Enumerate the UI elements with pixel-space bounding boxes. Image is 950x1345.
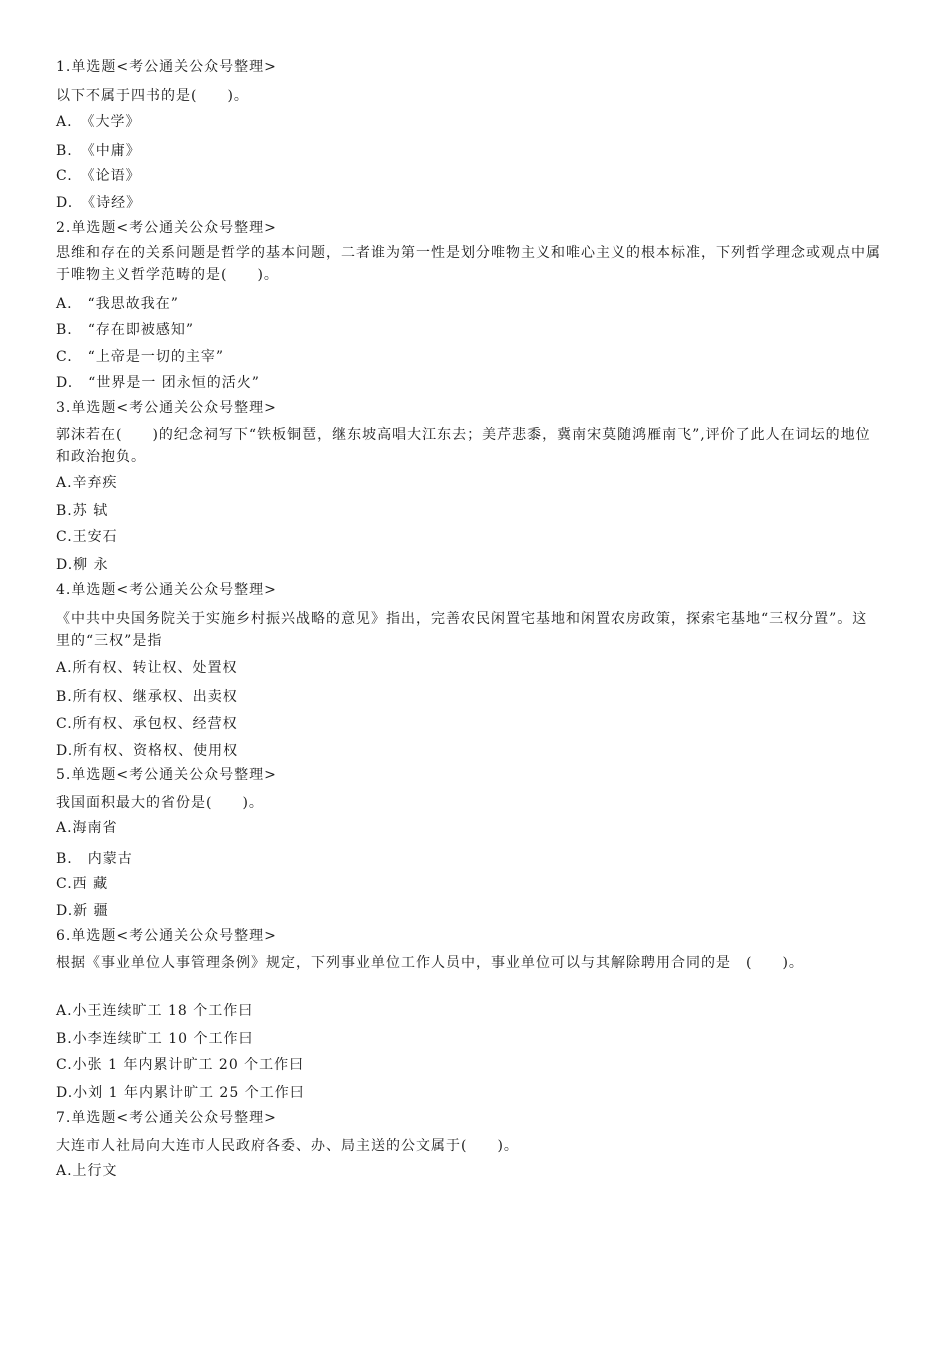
question-2-option-a: A. “我思故我在” [56, 296, 179, 312]
question-6-stem: 根据《事业单位人事管理条例》规定，下列事业单位工作人员中，事业单位可以与其解除聘用合同的是 ( )。 [56, 955, 804, 971]
question-6-option-a: A.小王连续旷工 18 个工作曰 [56, 1003, 254, 1019]
question-3-option-c: C.王安石 [56, 529, 118, 545]
question-3-option-a: A.辛弃疾 [56, 475, 118, 491]
question-4-option-c: C.所有权、承包权、经营权 [56, 716, 238, 732]
question-4-header: 4.单选题<考公通关公众号整理> [56, 582, 277, 598]
question-5-option-c: C.西 藏 [56, 876, 109, 892]
question-6-option-b: B.小李连续旷工 10 个工作曰 [56, 1031, 254, 1047]
question-7-stem: 大连市人社局向大连市人民政府各委、办、局主送的公文属于( )。 [56, 1138, 519, 1154]
question-6-header: 6.单选题<考公通关公众号整理> [56, 928, 277, 944]
question-2-header: 2.单选题<考公通关公众号整理> [56, 220, 277, 236]
question-7-header: 7.单选题<考公通关公众号整理> [56, 1110, 277, 1126]
question-1-header: 1.单选题<考公通关公众号整理> [56, 59, 277, 75]
question-5-stem: 我国面积最大的省份是( )。 [56, 795, 264, 811]
question-2-option-b: B. “存在即被感知” [56, 322, 195, 338]
question-4-option-b: B.所有权、继承权、出卖权 [56, 689, 238, 705]
question-2-option-d: D. “世界是一 团永恒的活火” [56, 375, 260, 391]
question-2-option-c: C. “上帝是一切的主宰” [56, 349, 224, 365]
question-5-option-a: A.海南省 [56, 820, 118, 836]
question-3-header: 3.单选题<考公通关公众号整理> [56, 400, 277, 416]
question-1-option-b: B. 《中庸》 [56, 143, 141, 159]
question-4-option-a: A.所有权、转让权、处置权 [56, 660, 238, 676]
question-5-header: 5.单选题<考公通关公众号整理> [56, 767, 277, 783]
question-5-option-d: D.新 疆 [56, 903, 109, 919]
question-3-stem: 郭沫若在( )的纪念祠写下“铁板铜琶，继东坡高唱大江东去；美芹悲黍，冀南宋莫随鸿雁南飞”,评价了此人在词坛的地位和政治抱负。 [56, 427, 871, 465]
question-2-stem: 思维和存在的关系问题是哲学的基本问题，二者谁为第一性是划分唯物主义和唯心主义的根本标准，下列哲学理念或观点中属于唯物主义哲学范畴的是( )。 [56, 245, 881, 283]
question-7-option-a: A.上行文 [56, 1163, 118, 1179]
question-1-option-c: C. 《论语》 [56, 168, 141, 184]
question-4-option-d: D.所有权、资格权、使用权 [56, 743, 239, 759]
question-3-option-d: D.柳 永 [56, 557, 109, 573]
question-5-option-b: B. 内蒙古 [56, 851, 133, 867]
question-1-stem: 以下不属于四书的是( )。 [56, 88, 249, 104]
question-3-option-b: B.苏 轼 [56, 503, 109, 519]
question-1-option-a: A. 《大学》 [56, 114, 141, 130]
question-1-option-d: D. 《诗经》 [56, 195, 142, 211]
question-6-option-d: D.小刘 1 年内累计旷工 25 个工作曰 [56, 1085, 305, 1101]
question-6-option-c: C.小张 1 年内累计旷工 20 个工作曰 [56, 1057, 305, 1073]
question-4-stem: 《中共中央国务院关于实施乡村振兴战略的意见》指出，完善农民闲置宅基地和闲置农房政策，探索宅基地“三权分置”。这里的“三权”是指 [56, 611, 868, 649]
